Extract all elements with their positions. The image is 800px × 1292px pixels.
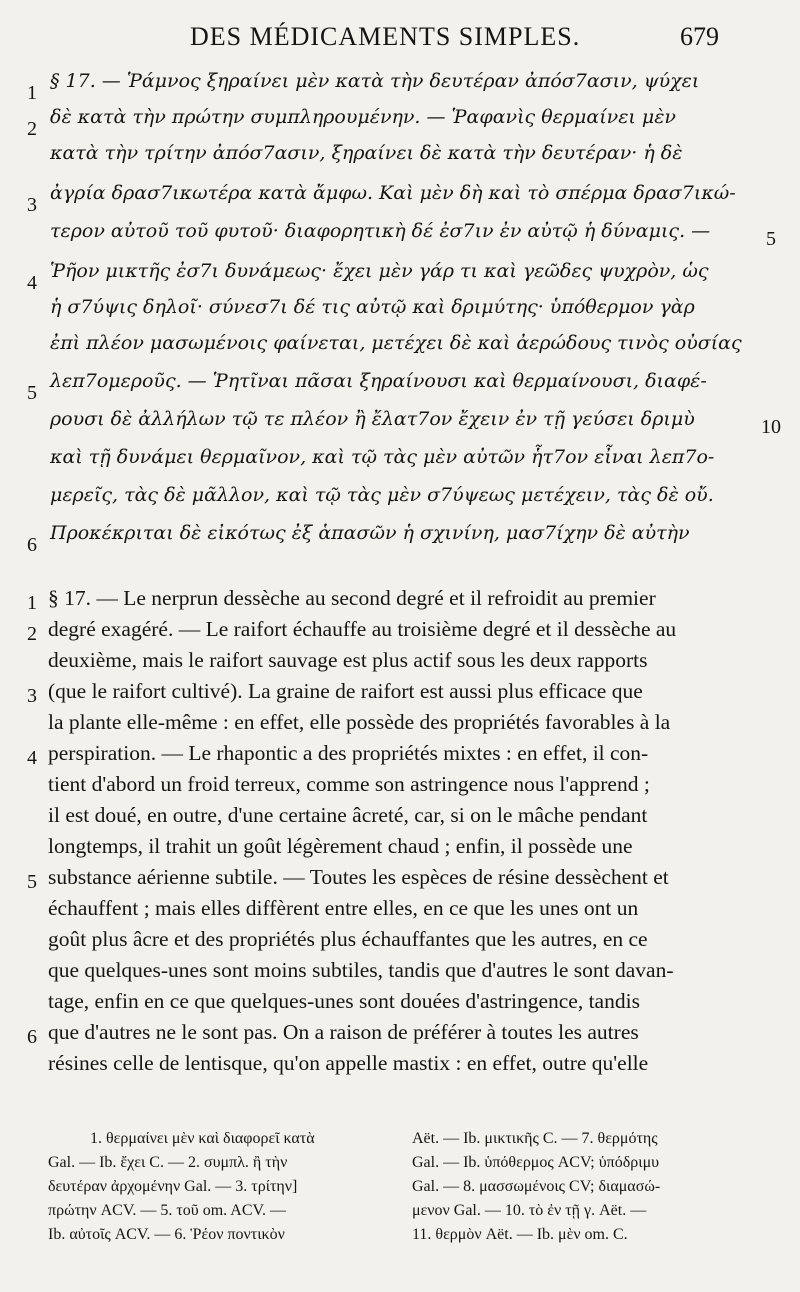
french-line-text: (que le raifort cultivé). La graine de raifort est aussi plus efficace que (48, 679, 643, 703)
greek-line-text: Προκέκριται δὲ εἰκότως ἐξ ἁπασῶν ἡ σχινίνη, μασ7ίχην δὲ αὐτὴν (50, 522, 690, 544)
line-number: 1 (27, 592, 37, 614)
line-number: 4 (27, 747, 37, 769)
greek-line-text: καὶ τῇ δυνάμει θερμαῖνον, καὶ τῷ τὰς μὲν αὐτῶν ἧτ7ον εἶναι λεπ7ο- (50, 446, 715, 468)
footnote-line: Gal. — Ib. ὑπόθερμος ACV; ὑπόδριμυ (412, 1154, 660, 1171)
french-line-text: que quelques-unes sont moins subtiles, tandis que d'autres le sont davan- (48, 958, 674, 982)
greek-line-text: ἡ σ7ύψις δηλοῖ· σύνεσ7ι δέ τις αὐτῷ καὶ δριμύτης· ὑπόθερμον γὰρ (50, 296, 695, 318)
french-line-text: il est doué, en outre, d'une certaine âcreté, car, si on le mâche pendant (48, 803, 648, 827)
footnote-line: δευτέραν ἀρχομένην Gal. — 3. τρίτην] (48, 1178, 298, 1195)
french-line-text: tage, enfin en ce que quelques-unes sont douées d'astringence, tandis (48, 989, 640, 1013)
greek-line (0, 370, 800, 410)
footnote-line: Aët. — Ib. μικτικῆς C. — 7. θερμότης (412, 1130, 658, 1147)
line-number: 2 (27, 118, 37, 140)
footnote-line: πρώτην ACV. — 5. τοῦ om. ACV. — (48, 1202, 286, 1219)
greek-line-text: μερεῖς, τὰς δὲ μᾶλλον, καὶ τῷ τὰς μὲν σ7ύψεως μετέχειν, τὰς δὲ οὔ. (50, 484, 714, 506)
footnote-line: 11. θερμὸν Aët. — Ib. μὲν om. C. (412, 1226, 628, 1243)
greek-line (0, 296, 800, 336)
line-number: 6 (27, 1026, 37, 1048)
french-line-text: la plante elle-même : en effet, elle possède des propriétés favorables à la (48, 710, 671, 734)
greek-line-text: § 17. — Ῥάμνος ξηραίνει μὲν κατὰ τὴν δευτέραν ἀπόσ7ασιν, ψύχει (50, 70, 700, 92)
line-number: 5 (27, 871, 37, 893)
greek-line (0, 70, 800, 110)
line-number: 3 (27, 685, 37, 707)
greek-line (0, 106, 800, 146)
greek-line-text: ρουσι δὲ ἀλλήλων τῷ τε πλέον ἢ ἔλατ7ον ἔχειν ἐν τῇ γεύσει δριμὺ (50, 408, 695, 430)
greek-line-text: Ῥῆον μικτῆς ἐσ7ι δυνάμεως· ἔχει μὲν γάρ τι καὶ γεῶδες ψυχρὸν, ὡς (50, 260, 709, 282)
line-number: 6 (27, 534, 37, 556)
french-line-text: échauffent ; mais elles diffèrent entre elles, en ce que les unes ont un (48, 896, 639, 920)
footnote-line: μενον Gal. — 10. τὸ ἐν τῇ γ. Aët. — (412, 1202, 647, 1219)
page-title: DES MÉDICAMENTS SIMPLES. (190, 22, 581, 51)
greek-line-text: δὲ κατὰ τὴν πρώτην συμπληρουμένην. — Ῥαφανὶς θερμαίνει μὲν (50, 106, 676, 128)
footnote-line: Gal. — Ib. ἔχει C. — 2. συμπλ. ἢ τὴν (48, 1154, 288, 1171)
greek-line-text: κατὰ τὴν τρίτην ἀπόσ7ασιν, ξηραίνει δὲ κατὰ τὴν δευτέραν· ἡ δὲ (50, 142, 683, 164)
greek-line (0, 142, 800, 182)
french-line-text: perspiration. — Le rhapontic a des propriétés mixtes : en effet, il con- (48, 741, 649, 765)
footnote-line: 1. θερμαίνει μὲν καὶ διαφορεῖ κατὰ (90, 1130, 315, 1147)
french-line-text: deuxième, mais le raifort sauvage est plus actif sous les deux rapports (48, 648, 648, 672)
footnote-line: Ib. αὐτοῖς ACV. — 6. Ῥέον ποντικὸν (48, 1226, 285, 1243)
french-line-text: substance aérienne subtile. — Toutes les espèces de résine dessèchent et (48, 865, 669, 889)
greek-line (0, 408, 800, 448)
french-line (0, 1051, 800, 1091)
greek-line-text: λεπ7ομεροῦς. — Ῥητῖναι πᾶσαι ξηραίνουσι καὶ θερμαίνουσι, διαφέ- (50, 370, 707, 392)
french-line-text: degré exagéré. — Le raifort échauffe au troisième degré et il dessèche au (48, 617, 677, 641)
french-line-text: résines celle de lentisque, qu'on appelle mastix : en effet, outre qu'elle (48, 1051, 649, 1075)
french-line-text: § 17. — Le nerprun dessèche au second degré et il refroidit au premier (48, 586, 656, 610)
greek-line (0, 484, 800, 524)
greek-line-text: τερον αὐτοῦ τοῦ φυτοῦ· διαφορητικὴ δέ ἐσ7ιν ἐν αὐτῷ ἡ δύναμις. — (50, 220, 711, 242)
french-line-text: tient d'abord un froid terreux, comme son astringence nous l'apprend ; (48, 772, 650, 796)
line-counter: 10 (761, 416, 781, 438)
greek-line (0, 220, 800, 260)
greek-line (0, 182, 800, 222)
greek-line (0, 522, 800, 562)
greek-line (0, 260, 800, 300)
french-line-text: que d'autres ne le sont pas. On a raison de préférer à toutes les autres (48, 1020, 639, 1044)
greek-line-text: ἀγρία δρασ7ικωτέρα κατὰ ἄμφω. Καὶ μὲν δὴ καὶ τὸ σπέρμα δρασ7ικώ- (50, 182, 736, 204)
french-line-text: goût plus âcre et des propriétés plus échauffantes que les autres, en ce (48, 927, 648, 951)
french-line-text: longtemps, il trahit un goût légèrement chaud ; enfin, il possède une (48, 834, 633, 858)
line-counter: 5 (766, 228, 776, 250)
running-header (0, 22, 800, 62)
line-number: 5 (27, 382, 37, 404)
footnote-line: Gal. — 8. μασσωμένοις CV; διαμασώ- (412, 1178, 661, 1195)
line-number: 1 (27, 82, 37, 104)
greek-line (0, 332, 800, 372)
greek-line-text: ἐπὶ πλέον μασωμένοις φαίνεται, μετέχει δὲ καὶ ἀερώδους τινὸς οὐσίας (50, 332, 742, 354)
line-number: 3 (27, 194, 37, 216)
page-number: 679 (680, 22, 719, 51)
greek-line (0, 446, 800, 486)
line-number: 4 (27, 272, 37, 294)
line-number: 2 (27, 623, 37, 645)
